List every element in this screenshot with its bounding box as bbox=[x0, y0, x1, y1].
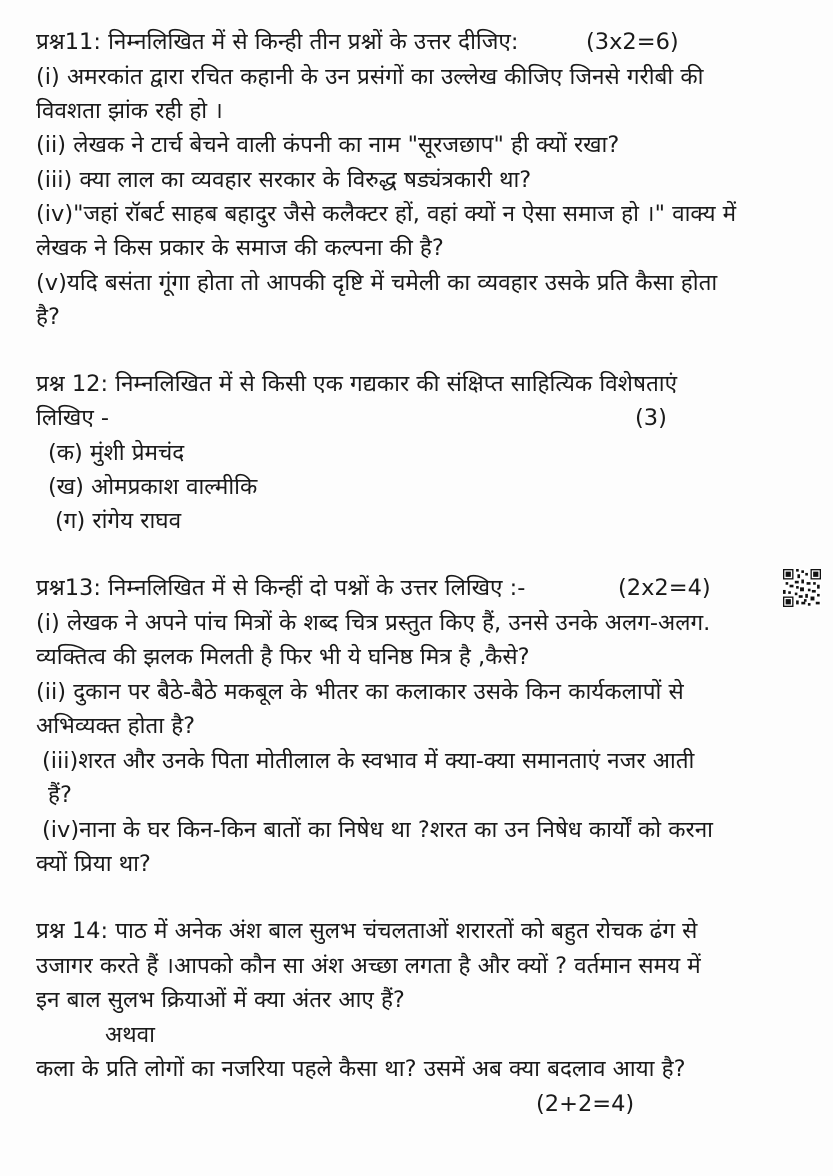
q11-line: है? bbox=[36, 304, 60, 330]
q11-heading: प्रश्न11: निम्नलिखित में से किन्ही तीन प्रश्नों के उत्तर दीजिए: bbox=[36, 29, 519, 55]
q11-line: (ii) लेखक ने टार्च बेचने वाली कंपनी का नाम "सूरजछाप" ही क्यों रखा? bbox=[36, 132, 620, 158]
q13-line: अभिव्यक्त होता है? bbox=[36, 713, 196, 739]
q13-line: (ii) दुकान पर बैठे-बैठे मकबूल के भीतर का कलाकार उसके किन कार्यकलापों से bbox=[36, 679, 684, 705]
q13-line: क्यों प्रिया था? bbox=[36, 851, 151, 877]
q14-line: उजागर करते हैं ।आपको कौन सा अंश अच्छा लगता है और क्यों ? वर्तमान समय में bbox=[36, 953, 701, 979]
q12-option: (ग) रांगेय राघव bbox=[55, 508, 182, 534]
q13-line: (iii)शरत और उनके पिता मोतीलाल के स्वभाव में क्या-क्या समानताएं नजर आती bbox=[42, 748, 695, 774]
q14-marks: (2+2=4) bbox=[536, 1091, 635, 1117]
q14-line: प्रश्न 14: पाठ में अनेक अंश बाल सुलभ चंचलताओं शरारतों को बहुत रोचक ढंग से bbox=[36, 918, 698, 944]
q12-heading-cont: लिखिए - bbox=[36, 405, 110, 431]
q11-line: विवशता झांक रही हो । bbox=[36, 98, 223, 124]
q12-option: (ख) ओमप्रकाश वाल्मीकि bbox=[48, 474, 258, 500]
q11-line: (iii) क्या लाल का व्यवहार सरकार के विरुद्ध षड्यंत्रकारी था? bbox=[36, 167, 532, 193]
q14-line: इन बाल सुलभ क्रियाओं में क्या अंतर आए हैं? bbox=[36, 987, 405, 1013]
q11-line: (v)यदि बसंता गूंगा होता तो आपकी दृष्टि में चमेली का व्यवहार उसके प्रति कैसा होता bbox=[36, 270, 718, 296]
q13-marks: (2x2=4) bbox=[618, 575, 711, 601]
q14-alt-question: कला के प्रति लोगों का नजरिया पहले कैसा था? उसमें अब क्या बदलाव आया है? bbox=[36, 1056, 686, 1082]
q12-marks: (3) bbox=[635, 405, 667, 431]
q13-line: (i) लेखक ने अपने पांच मित्रों के शब्द चित्र प्रस्तुत किए हैं, उनसे उनके अलग-अलग. bbox=[36, 610, 711, 636]
q12-heading: प्रश्न 12: निम्नलिखित में से किसी एक गद्यकार की संक्षिप्त साहित्यिक विशेषताएं bbox=[36, 371, 678, 397]
q13-heading: प्रश्न13: निम्नलिखित में से किन्हीं दो पश्नों के उत्तर लिखिए :- bbox=[36, 575, 526, 601]
q14-or-label: अथवा bbox=[105, 1022, 155, 1048]
q13-line: हैं? bbox=[48, 782, 72, 808]
q11-marks: (3x2=6) bbox=[586, 29, 679, 55]
q12-option: (क) मुंशी प्रेमचंद bbox=[48, 440, 185, 466]
q13-line: (iv)नाना के घर किन-किन बातों का निषेध था ?शरत का उन निषेध कार्यों को करना bbox=[42, 817, 714, 843]
qr-code-icon bbox=[783, 569, 821, 607]
q11-line: (iv)"जहां रॉबर्ट साहब बहादुर जैसे कलैक्टर हों, वहां क्यों न ऐसा समाज हो ।" वाक्य में bbox=[36, 201, 737, 227]
q11-line: लेखक ने किस प्रकार के समाज की कल्पना की है? bbox=[36, 235, 444, 261]
q13-line: व्यक्तित्व की झलक मिलती है फिर भी ये घनिष्ठ मित्र है ,कैसे? bbox=[36, 644, 530, 670]
q11-line: (i) अमरकांत द्वारा रचित कहानी के उन प्रसंगों का उल्लेख कीजिए जिनसे गरीबी की bbox=[36, 64, 704, 90]
